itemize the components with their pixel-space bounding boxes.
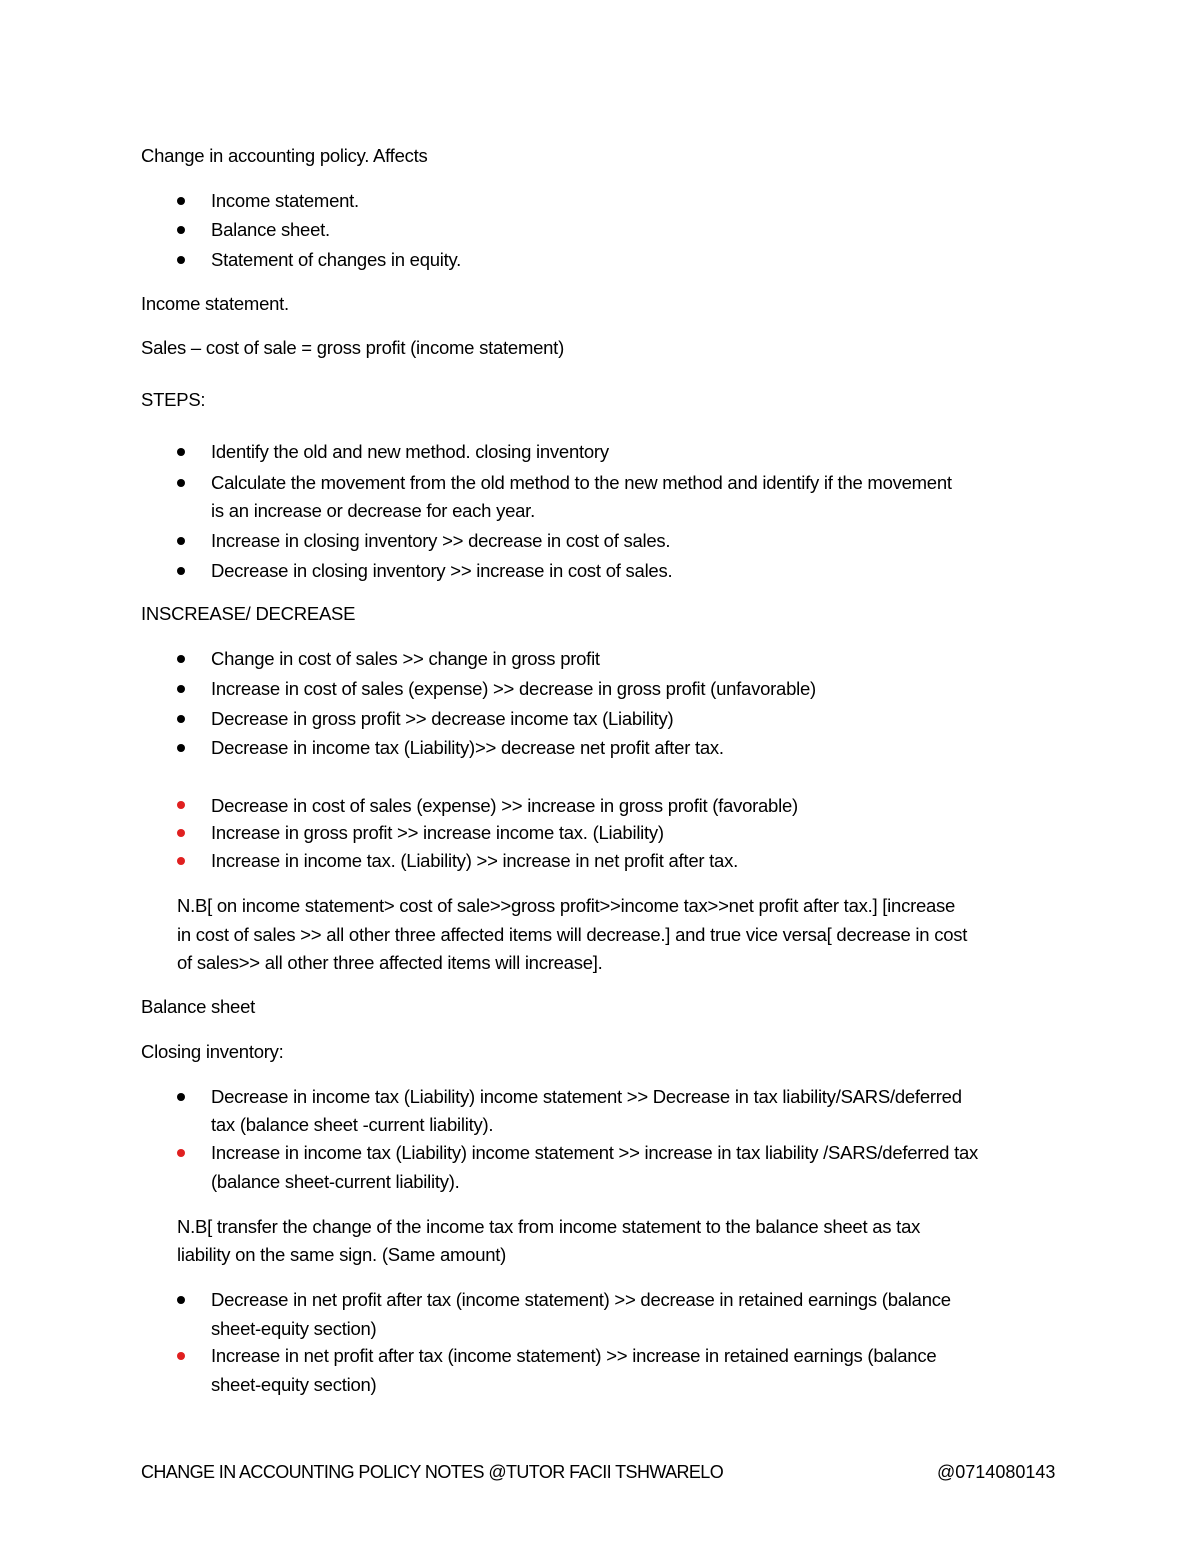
bullet-icon: [177, 1093, 185, 1101]
bullet-icon: [177, 448, 185, 456]
bullet-icon: [177, 256, 185, 264]
nb-note-line: N.B[ transfer the change of the income tax from income statement to the balance sheet as tax: [177, 1216, 921, 1237]
list-item: Decrease in income tax (Liability) income statement >> Decrease in tax liability/SARS/deferred: [211, 1086, 962, 1107]
list-item: Balance sheet.: [211, 219, 330, 240]
list-item: Increase in net profit after tax (income statement) >> increase in retained earnings (balance: [211, 1345, 937, 1366]
list-item-continuation: sheet-equity section): [211, 1318, 377, 1339]
nb-note-line: N.B[ on income statement> cost of sale>>gross profit>>income tax>>net profit after tax.] [increase: [177, 895, 956, 916]
list-item: Change in cost of sales >> change in gross profit: [211, 648, 600, 669]
bullet-icon: [177, 567, 185, 575]
list-item: Statement of changes in equity.: [211, 249, 462, 270]
list-item: Increase in income tax. (Liability) >> increase in net profit after tax.: [211, 850, 738, 871]
list-item-continuation: sheet-equity section): [211, 1374, 377, 1395]
closing-inventory-heading: Closing inventory:: [141, 1041, 284, 1062]
bullet-icon: [177, 1296, 185, 1304]
red-bullet-icon: [177, 1352, 185, 1360]
balance-sheet-heading: Balance sheet: [141, 996, 256, 1017]
list-item-continuation: (balance sheet-current liability).: [211, 1171, 460, 1192]
bullet-icon: [177, 655, 185, 663]
list-item: Calculate the movement from the old method to the new method and identify if the movement: [211, 472, 952, 493]
nb-note-line: liability on the same sign. (Same amount): [177, 1244, 507, 1265]
section-heading-income-statement: Income statement.: [141, 293, 289, 314]
list-item: Decrease in income tax (Liability)>> decrease net profit after tax.: [211, 737, 724, 758]
bullet-icon: [177, 226, 185, 234]
list-item: Income statement.: [211, 190, 359, 211]
bullet-icon: [177, 537, 185, 545]
red-bullet-icon: [177, 801, 185, 809]
red-bullet-icon: [177, 829, 185, 837]
bullet-icon: [177, 197, 185, 205]
list-item: Decrease in net profit after tax (income statement) >> decrease in retained earnings (balance: [211, 1289, 951, 1310]
nb-note-line: in cost of sales >> all other three affected items will decrease.] and true vice versa[ decrease in cost: [177, 924, 968, 945]
list-item: Decrease in cost of sales (expense) >> increase in gross profit (favorable): [211, 795, 798, 816]
bullet-icon: [177, 715, 185, 723]
footer-phone-text: @0714080143: [937, 1462, 1056, 1482]
bullet-icon: [177, 744, 185, 752]
list-item: Increase in income tax (Liability) income statement >> increase in tax liability /SARS/deferred tax: [211, 1142, 979, 1163]
steps-heading: STEPS:: [141, 389, 206, 410]
list-item-continuation: is an increase or decrease for each year.: [211, 500, 535, 521]
bullet-icon: [177, 685, 185, 693]
list-item: Decrease in gross profit >> decrease income tax (Liability): [211, 708, 674, 729]
list-item: Increase in cost of sales (expense) >> decrease in gross profit (unfavorable): [211, 678, 816, 699]
incdec-heading: INSCREASE/ DECREASE: [141, 603, 356, 624]
red-bullet-icon: [177, 857, 185, 865]
section-heading-change-in-policy: Change in accounting policy. Affects: [141, 145, 428, 166]
list-item-continuation: tax (balance sheet -current liability).: [211, 1114, 494, 1135]
red-bullet-icon: [177, 1149, 185, 1157]
list-item: Decrease in closing inventory >> increase in cost of sales.: [211, 560, 673, 581]
nb-note-line: of sales>> all other three affected items will increase].: [177, 952, 603, 973]
footer-left-text: CHANGE IN ACCOUNTING POLICY NOTES @TUTOR FACII TSHWARELO: [141, 1462, 724, 1482]
formula-text: Sales – cost of sale = gross profit (income statement): [141, 337, 564, 358]
list-item: Identify the old and new method. closing inventory: [211, 441, 609, 462]
list-item: Increase in gross profit >> increase income tax. (Liability): [211, 822, 664, 843]
list-item: Increase in closing inventory >> decrease in cost of sales.: [211, 530, 671, 551]
bullet-icon: [177, 479, 185, 487]
